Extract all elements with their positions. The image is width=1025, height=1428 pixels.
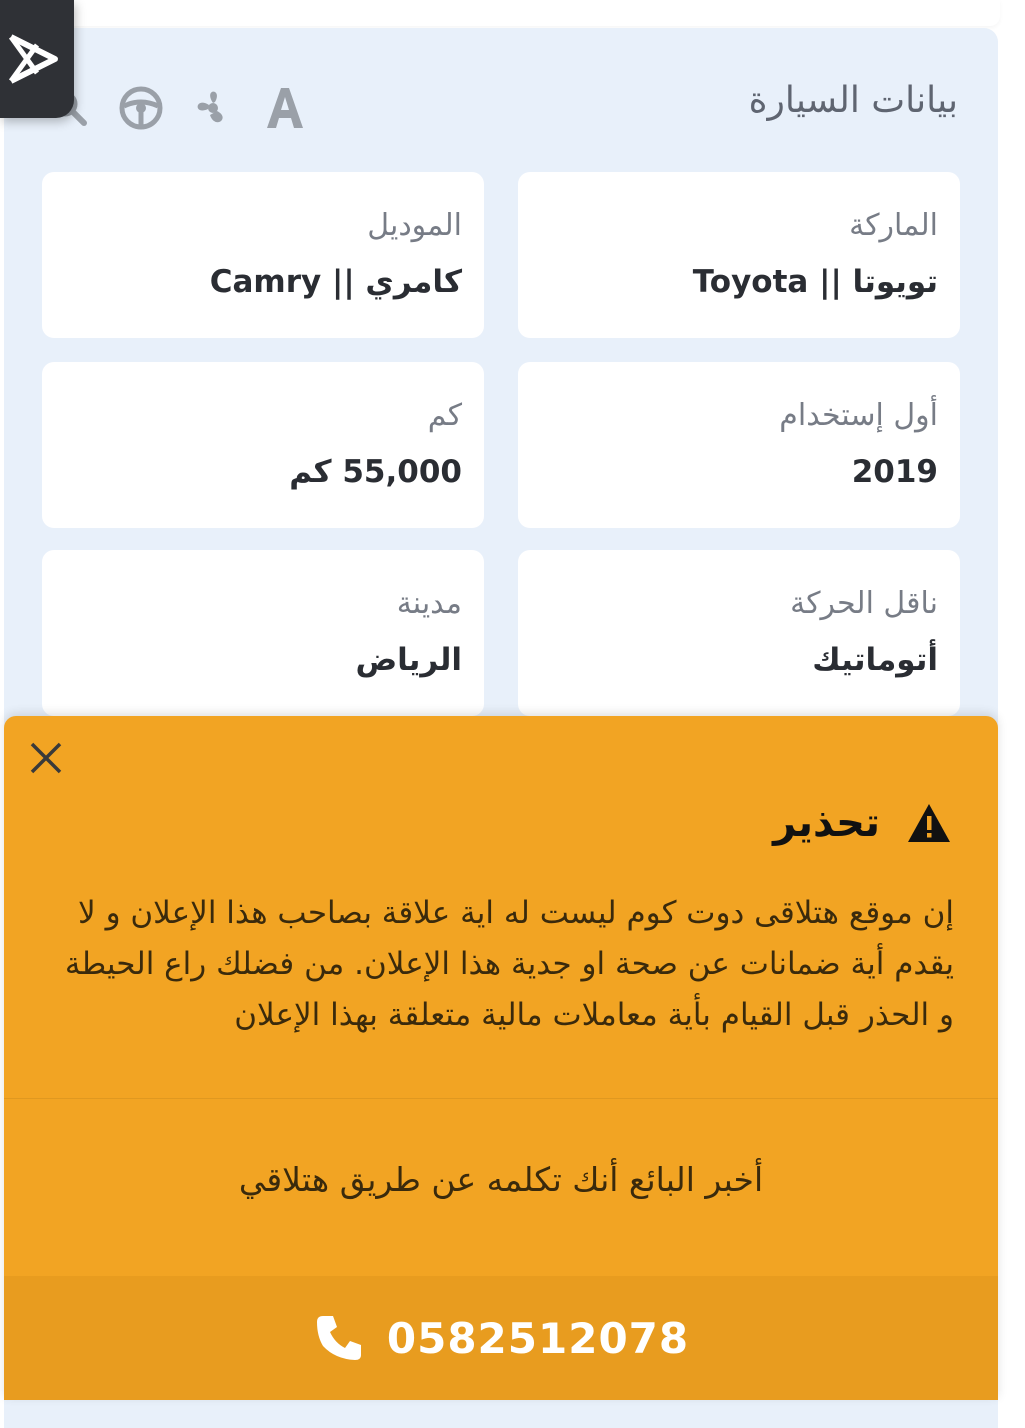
warning-title: تحذير: [773, 800, 880, 846]
section-header: [4, 28, 998, 168]
detail-value: 2019: [851, 454, 938, 490]
top-strip: [0, 0, 1000, 26]
detail-card-model: [42, 172, 484, 338]
phone-number: 0582512078: [386, 1313, 690, 1363]
detail-card-transmission: [518, 550, 960, 716]
warning-title-row: [773, 800, 952, 846]
detail-value: تويوتا || Toyota: [692, 264, 938, 300]
detail-label: الماركة: [849, 208, 938, 243]
warning-sheet: [4, 716, 998, 1400]
steering-wheel-icon[interactable]: [116, 83, 166, 133]
detail-value: كامري || Camry: [209, 264, 462, 300]
font-icon[interactable]: [260, 83, 310, 133]
floating-share-button[interactable]: [0, 0, 74, 118]
fan-icon[interactable]: [188, 83, 238, 133]
detail-label: الموديل: [367, 208, 462, 243]
detail-value: أتوماتيك: [812, 642, 938, 678]
detail-label: كم: [427, 398, 462, 433]
call-button[interactable]: [4, 1276, 998, 1400]
warning-text: إن موقع هتلاقى دوت كوم ليست له اية علاقة بصاحب هذا الإعلان و لا يقدم أية ضمانات عن صحة او جدية هذا الإعلان. من فضلك راع الحيطة و الحذر قبل القيام بأية معاملات مالية متعلقة بهذا الإعلان: [64, 895, 954, 1033]
detail-card-first-use: [518, 362, 960, 528]
divider: [4, 1098, 998, 1099]
warning-icon: [906, 802, 952, 844]
play-store-icon: [7, 29, 67, 89]
section-title: بيانات السيارة: [748, 80, 958, 121]
close-icon: [28, 740, 64, 776]
detail-label: ناقل الحركة: [790, 586, 938, 621]
phone-icon: [313, 1312, 365, 1364]
detail-label: أول إستخدام: [779, 398, 938, 433]
detail-card-city: [42, 550, 484, 716]
close-button[interactable]: [26, 738, 66, 778]
detail-value: الرياض: [355, 642, 462, 678]
detail-card-mileage: [42, 362, 484, 528]
detail-label: مدينة: [396, 586, 462, 621]
detail-card-brand: [518, 172, 960, 338]
tell-seller-text: أخبر البائع أنك تكلمه عن طريق هتلاقي: [238, 1160, 764, 1199]
detail-value: 55,000 كم: [289, 454, 462, 490]
feature-icons: [44, 78, 310, 138]
